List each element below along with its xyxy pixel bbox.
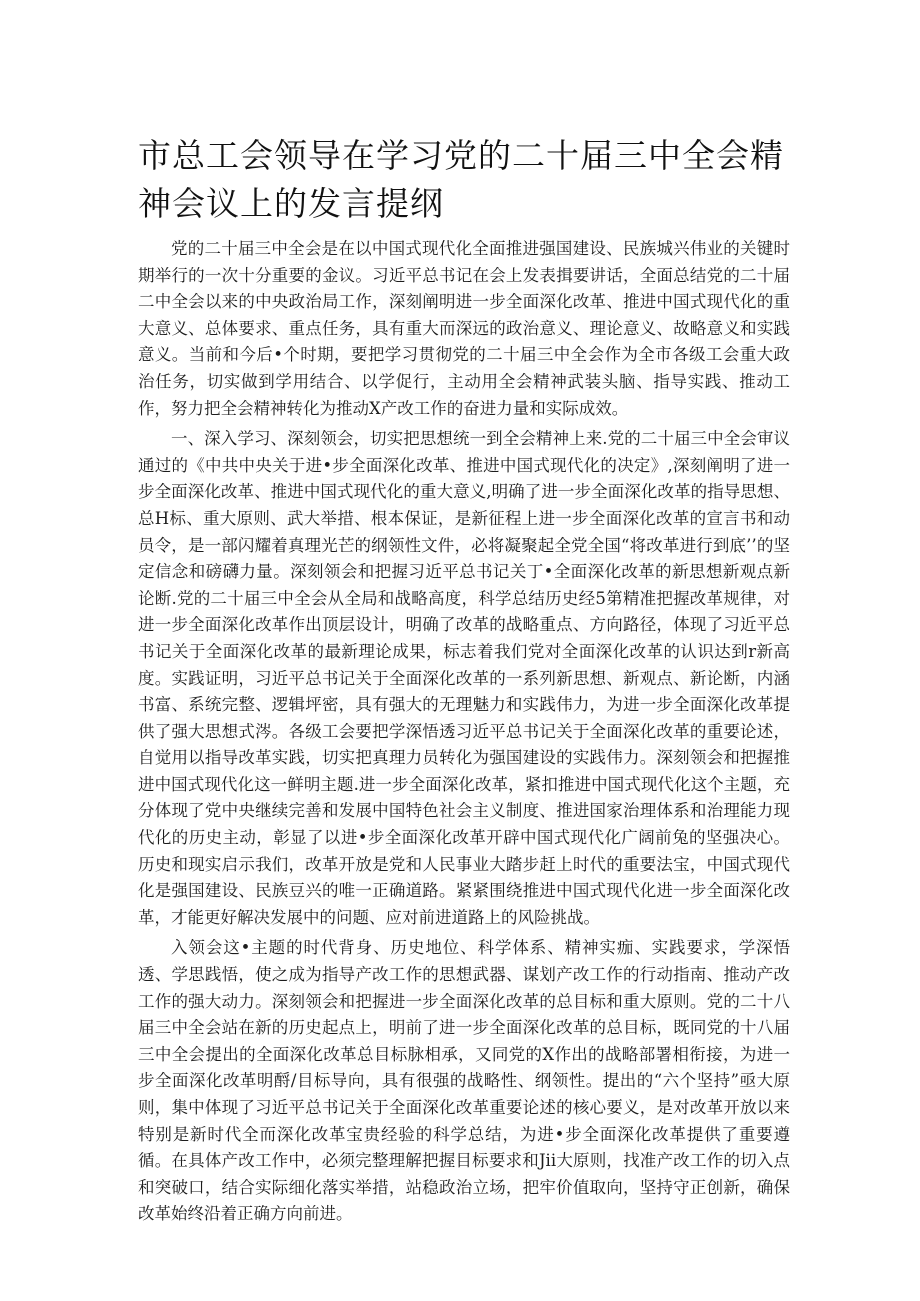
document-title: 市总工会领导在学习党的二十届三中全会精神会议上的发言提纲 <box>138 136 784 223</box>
document-body <box>138 236 790 1232</box>
paragraph-section-one: 一、深入学习、深刻领会，切实把思想统一到全会精神上来.党的二十届三中全会审议通过的《中共中央关于进•步全面深化改革、推进中国式现代化的决定》,深刻阐明了进一步全面深化改革、推进中国式现代化的重大意义,明确了进一步全面深化改革的指导思想、总H标、重大原则、武大举措、根本保证，是新征程上进一步全面深化改革的宣言书和动员令，是一部闪耀着真理光芒的纲领性文件，必将凝聚起全党全国“将改革进行到底’’的坚定信念和磅礴力量。深刻领会和把握习近平总书记关丁•全面深化改革的新思想新观点新论断.党的二十届三中全会从全局和战略高度，科学总结历史经5第精准把握改革规律，对进一步全面深化改革作出顶层设计，明确了改革的战略重点、方向路径，体现了习近平总书记关于全面深化改革的最新理论成果，标志着我们党对全面深化改革的认识达到r新高度。实践证明，习近平总书记关于全面深化改革的一系列新思想、新观点、新论断，内涵书富、系统完整、逻辑坪密，具有强大的无理魅力和实践伟力，为进一步全面深化改革提供了强大思想式涔。各级工会要把学深悟透习近平总书记关于全面深化改革的重要论述，自觉用以指导改革实践，切实把真理力员转化为强国建设的实践伟力。深刻领会和把握推进中国式现代化这一鲜明主题.进一步全面深化改革，紧扣推进中国式现代化这个主题，充分体现了党中央继续完善和发展中国特色社会主义制度、推进国家治理体系和治理能力现代化的历史主动，彰显了以进•步全面深化改革开辟中国式现代化广阔前兔的坚强决心。历史和现实启示我们，改革开放是党和人民事业大踏步赶上时代的重要法宝，中国式现代化是强国建设、民族豆兴的唯一正确道路。紧紧围绕推进中国式现代化进一步全面深化改革，才能更好解决发展中的问题、应对前进道路上的风险挑战。 <box>138 429 790 927</box>
paragraph-understanding: 入领会这•主题的时代背身、历史地位、科学体系、精神实痂、实践要求，学深悟透、学思践悟，使之成为指导产改工作的思想武器、谋划产改工作的行动指南、推动产改工作的强大动力。深刻领会和把握进一步全面深化改革的总目标和重大原则。党的二十八届三中全会站在新的历史起点上，明前了进一步全面深化改革的总目标，既同党的十八届三中全会提出的全面深化改革总目标脉相承，又同党的X作出的战略部署相衔接，为进一步全面深化改革明酹/目标导向，具有很强的战略性、纲领性。提出的“六个坚持”亟大原则，集中体现了习近平总书记关于全面深化改革重要论述的核心要义，是对改革开放以来特别是新时代全而深化改革宝贵经验的科学总结，为进•步全面深化改革提供了重要遵循。在具体产改工作中，必须完整理解把握目标要求和Jii大原则，找准产改工作的切入点和突破口，结合实际细化落实举措，站稳政治立场，把牢价值取向，坚持守正创新，确保改革始终沿着正确方向前进。 <box>138 938 790 1224</box>
paragraph-intro: 党的二十届三中全会是在以中国式现代化全面推进强国建设、民族城兴伟业的关键时期举行的一次十分重要的金议。习近平总书记在会上发表揖要讲话，全面总结党的二十届二中全会以来的中央政治局工作，深刻阐明进一步全面深化改革、推进中国式现代化的重大意义、总体要求、重点任务，具有重大而深远的政治意义、理论意义、故略意义和实践意义。当前和今后•个时期，要把学习贯彻党的二十届三中全会作为全市各级工会重大政治任务，切实做到学用结合、以学促行，主动用全会精神武装头脑、指导实践、推动工作，努力把全会精神转化为推动X产改工作的奋进力量和实际成效。 <box>138 239 790 418</box>
